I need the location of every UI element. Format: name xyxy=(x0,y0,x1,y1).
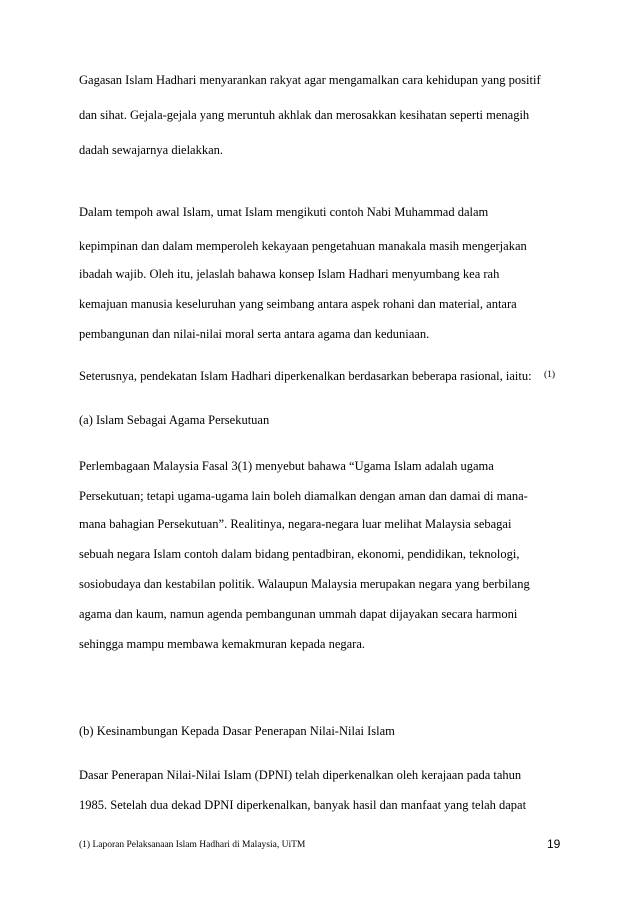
section-heading-b: (b) Kesinambungan Kepada Dasar Penerapan Nilai-Nilai Islam xyxy=(79,724,395,738)
body-text-line: kepimpinan dan dalam memperoleh kekayaan pengetahuan manakala masih mengerjakan xyxy=(79,239,527,253)
body-text-line: sehingga mampu membawa kemakmuran kepada negara. xyxy=(79,637,365,651)
body-text-line: pembangunan dan nilai-nilai moral serta antara agama dan keduniaan. xyxy=(79,327,430,341)
footnote-marker: (1) xyxy=(544,370,556,380)
body-text-line: Persekutuan; tetapi ugama-ugama lain boleh diamalkan dengan aman dan damai di mana- xyxy=(79,489,528,503)
body-text-line: dan sihat. Gejala-gejala yang meruntuh akhlak dan merosakkan kesihatan seperti menagih xyxy=(79,108,530,122)
footnote: (1) Laporan Pelaksanaan Islam Hadhari di Malaysia, UiTM xyxy=(79,840,306,850)
body-text-line: Dalam tempoh awal Islam, umat Islam mengikuti contoh Nabi Muhammad dalam xyxy=(79,205,489,219)
body-text-line: Gagasan Islam Hadhari menyarankan rakyat agar mengamalkan cara kehidupan yang positif xyxy=(79,73,541,87)
body-text-line: Perlembagaan Malaysia Fasal 3(1) menyebut bahawa “Ugama Islam adalah ugama xyxy=(79,459,494,473)
section-heading-a: (a) Islam Sebagai Agama Persekutuan xyxy=(79,413,270,427)
body-text-line: mana bahagian Persekutuan”. Realitinya, negara-negara luar melihat Malaysia sebagai xyxy=(79,517,512,531)
page-number: 19 xyxy=(547,837,561,851)
body-text-line: agama dan kaum, namun agenda pembangunan ummah dapat dijayakan secara harmoni xyxy=(79,607,518,621)
body-text-line: kemajuan manusia keseluruhan yang seimbang antara aspek rohani dan material, antara xyxy=(79,297,517,311)
body-text-line: Seterusnya, pendekatan Islam Hadhari diperkenalkan berdasarkan beberapa rasional, iaitu: xyxy=(79,369,532,383)
body-text-line: 1985. Setelah dua dekad DPNI diperkenalkan, banyak hasil dan manfaat yang telah dapat xyxy=(79,798,527,812)
body-text-line: ibadah wajib. Oleh itu, jelaslah bahawa konsep Islam Hadhari menyumbang kea rah xyxy=(79,267,500,281)
body-text-line: sebuah negara Islam contoh dalam bidang pentadbiran, ekonomi, pendidikan, teknologi, xyxy=(79,547,520,561)
body-text-line: Dasar Penerapan Nilai-Nilai Islam (DPNI) telah diperkenalkan oleh kerajaan pada tahun xyxy=(79,768,522,782)
body-text-line: sosiobudaya dan kestabilan politik. Walaupun Malaysia merupakan negara yang berbilang xyxy=(79,577,530,591)
body-text-line: dadah sewajarnya dielakkan. xyxy=(79,143,224,157)
